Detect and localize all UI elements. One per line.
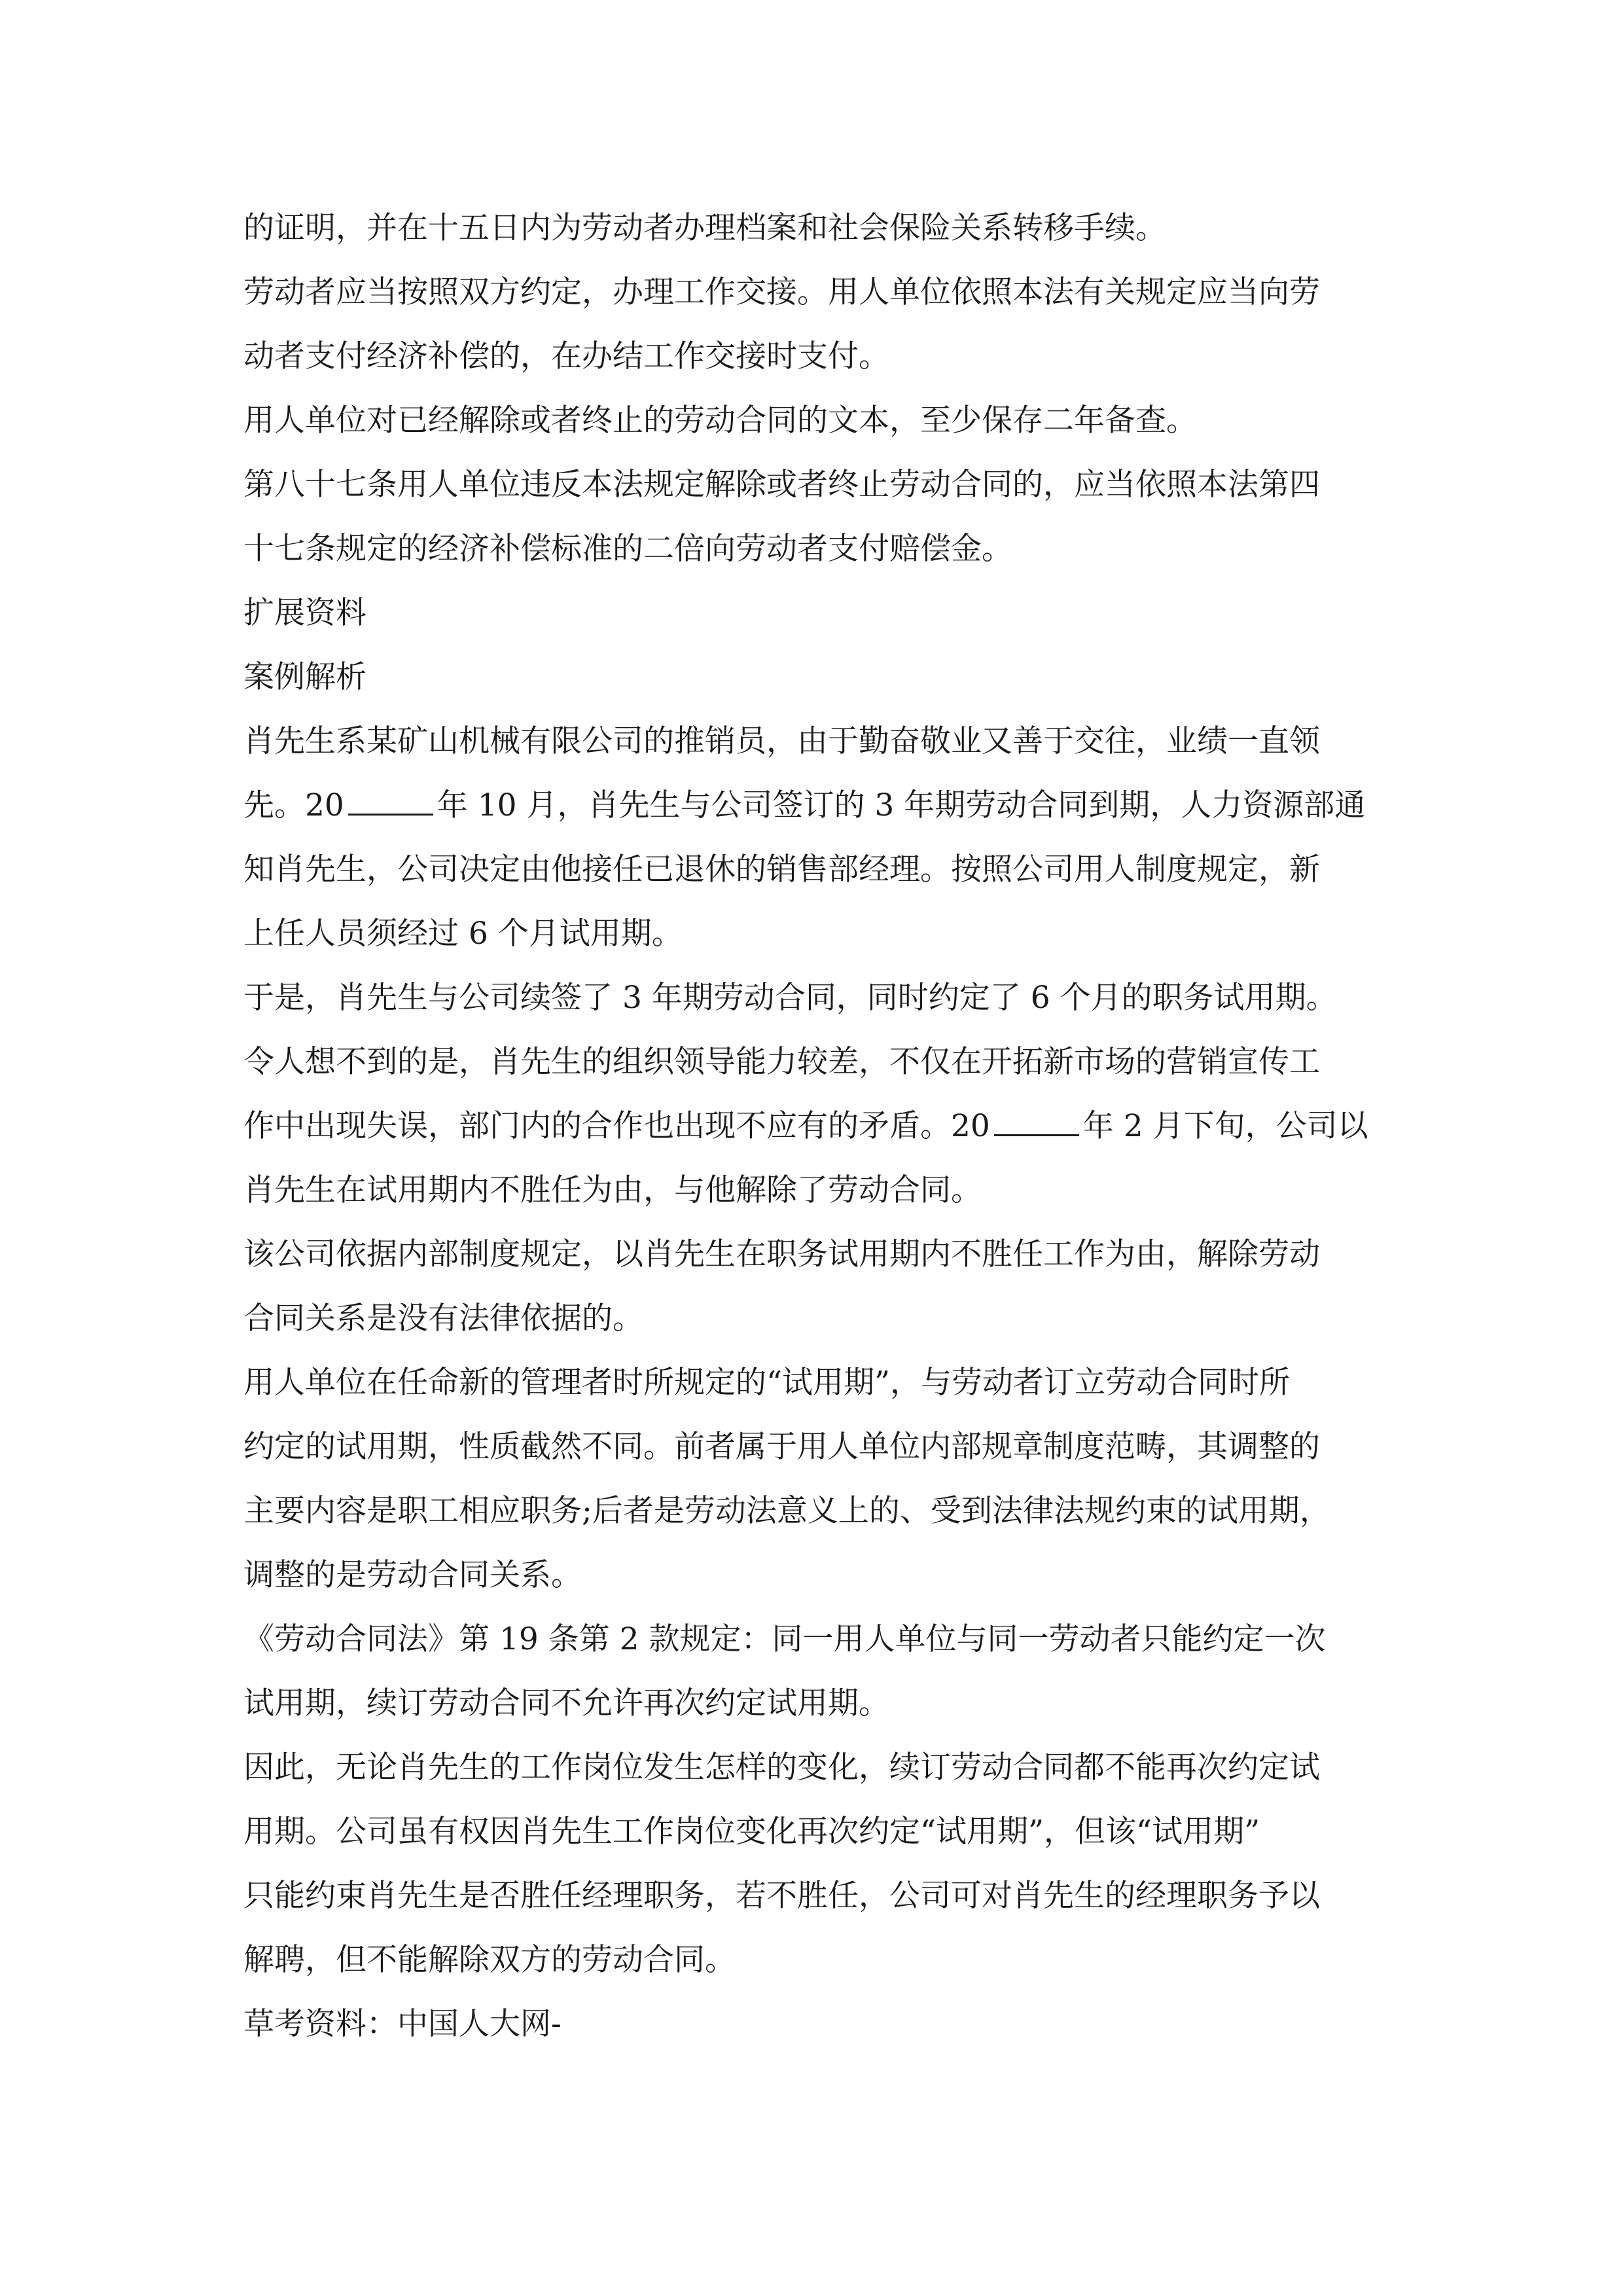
document-body [243, 196, 1408, 2056]
text-line: 《劳动合同法》第 19 条第 2 款规定：同一用人单位与同一劳动者只能约定一次 [243, 1621, 1326, 1657]
text-line: 因此，无论肖先生的工作岗位发生怎样的变化，续订劳动合同都不能再次约定试 [243, 1749, 1320, 1785]
text-line: 劳动者应当按照双方约定，办理工作交接。用人单位依照本法有关规定应当向劳 [243, 274, 1320, 310]
text-line [243, 1094, 1408, 1158]
text-line: 合同关系是没有法律依据的。 [243, 1300, 643, 1336]
text-line: 肖先生在试用期内不胜任为由，与他解除了劳动合同。 [243, 1172, 982, 1208]
text-line: 试用期，续订劳动合同不允许再次约定试用期。 [243, 1685, 889, 1721]
text-line: 约定的试用期，性质截然不同。前者属于用人单位内部规章制度范畴，其调整的 [243, 1429, 1320, 1465]
text-line: 十七条规定的经济补偿标准的二倍向劳动者支付赔偿金。 [243, 531, 1012, 567]
text-line: 第八十七条用人单位违反本法规定解除或者终止劳动合同的，应当依照本法第四 [243, 467, 1320, 503]
text-line: 肖先生系某矿山机械有限公司的推销员，由于勤奋敬业又善于交往，业绩一直领 [243, 723, 1320, 759]
text-line: 的证明，并在十五日内为劳动者办理档案和社会保险关系转移手续。 [243, 210, 1166, 246]
text-segment: 年 2 月下旬，公司以 [1082, 1108, 1368, 1144]
text-line: 调整的是劳动合同关系。 [243, 1557, 582, 1593]
text-line: 解聘，但不能解除双方的劳动合同。 [243, 1942, 736, 1978]
text-line: 上任人员须经过 6 个月试用期。 [243, 916, 683, 952]
text-line: 只能约束肖先生是否胜任经理职务，若不胜任，公司可对肖先生的经理职务予以 [243, 1878, 1320, 1914]
text-line: 知肖先生，公司决定由他接任已退休的销售部经理。按照公司用人制度规定，新 [243, 852, 1320, 888]
text-line: 用人单位在任命新的管理者时所规定的“试用期”，与劳动者订立劳动合同时所 [243, 1365, 1291, 1401]
reference-line: 草考资料：中国人大网- [243, 2006, 562, 2042]
text-line: 用期。公司虽有权因肖先生工作岗位变化再次约定“试用期”，但该“试用期” [243, 1814, 1260, 1850]
text-line: 该公司依据内部制度规定，以肖先生在职务试用期内不胜任工作为由，解除劳动 [243, 1236, 1320, 1272]
section-heading-case-analysis: 案例解析 [243, 659, 366, 695]
text-line [243, 774, 1408, 838]
text-line: 于是，肖先生与公司续签了 3 年期劳动合同，同时约定了 6 个月的职务试用期。 [243, 980, 1337, 1016]
year-blank [994, 1108, 1079, 1136]
text-line: 令人想不到的是，肖先生的组织领导能力较差，不仅在开拓新市场的营销宣传工 [243, 1044, 1320, 1080]
text-line: 用人单位对已经解除或者终止的劳动合同的文本，至少保存二年备查。 [243, 403, 1197, 439]
text-line: 主要内容是职工相应职务;后者是劳动法意义上的、受到法律法规约束的试用期， [243, 1493, 1330, 1529]
text-segment: 先。20 [243, 787, 344, 823]
text-line: 动者支付经济补偿的，在办结工作交接时支付。 [243, 338, 889, 374]
year-blank [348, 787, 433, 816]
section-heading-extended-material: 扩展资料 [243, 595, 366, 631]
text-segment: 作中出现失误，部门内的合作也出现不应有的矛盾。20 [243, 1108, 990, 1144]
text-segment: 年 10 月，肖先生与公司签订的 3 年期劳动合同到期，人力资源部通 [437, 787, 1366, 823]
